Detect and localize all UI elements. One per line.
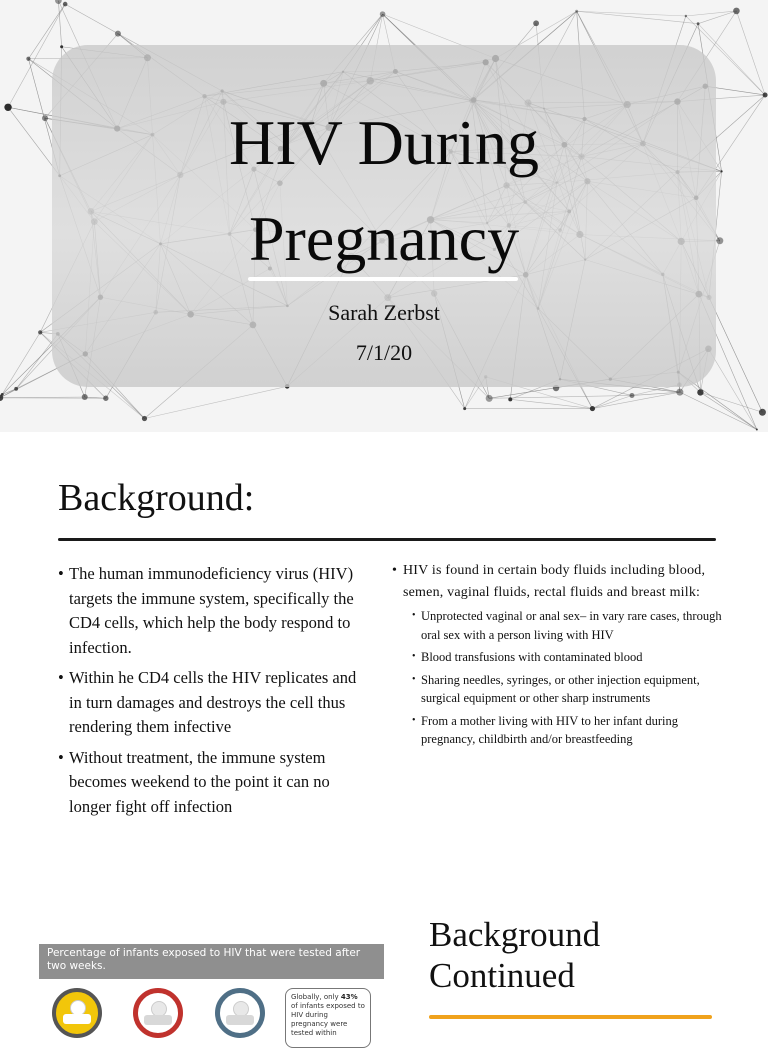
presentation-title	[52, 95, 716, 287]
infant-icon	[215, 988, 265, 1038]
network-line	[709, 297, 762, 412]
heading-divider	[58, 538, 716, 541]
network-line	[577, 11, 698, 23]
network-node	[38, 330, 42, 334]
network-line	[28, 4, 65, 59]
bullet-item	[58, 666, 368, 740]
left-bullet-column	[58, 562, 368, 825]
network-node	[380, 11, 386, 17]
sub-bullet-list	[392, 607, 722, 749]
person-body-icon	[63, 1014, 91, 1024]
network-node	[763, 93, 768, 98]
network-node	[55, 0, 62, 4]
sub-bullet-text: Sharing needles, syringes, or other injection equipment, surgical equipment or other sharp instruments	[421, 673, 700, 706]
network-node	[26, 57, 30, 61]
right-bullet-column	[392, 560, 722, 753]
sub-bullet-text: Unprotected vaginal or anal sex– in vary rare cases, through oral sex with a person living with HIV	[421, 609, 722, 642]
title-divider	[248, 277, 518, 281]
bullet-glyph: •	[392, 560, 397, 582]
network-line	[144, 386, 287, 418]
infant-icon	[52, 988, 102, 1038]
network-node	[142, 416, 147, 421]
network-line	[0, 397, 85, 398]
sub-bullet-text: Blood transfusions with contaminated blood	[421, 650, 643, 664]
network-node	[733, 8, 740, 15]
heading-accent-rule	[429, 1015, 712, 1019]
network-node	[82, 394, 88, 400]
network-node	[115, 31, 121, 37]
network-node	[1, 393, 4, 396]
network-node	[697, 389, 703, 395]
sub-bullet-text: From a mother living with HIV to her infant during pregnancy, childbirth and/or breastfeeding	[421, 714, 678, 747]
infographic-header: Percentage of infants exposed to HIV that were tested after two weeks.	[39, 944, 384, 979]
title-line-2: Pregnancy	[52, 191, 716, 287]
note-percentage: 43%	[341, 993, 358, 1001]
title-card	[52, 45, 716, 387]
network-node	[756, 428, 758, 430]
network-node	[42, 115, 48, 121]
background-continued-slide	[0, 864, 768, 1024]
infant-testing-infographic	[39, 944, 384, 1024]
sub-bullet-item	[412, 671, 722, 708]
network-node	[629, 393, 634, 398]
network-node	[716, 237, 723, 244]
infographic-note	[285, 988, 371, 1048]
network-node	[685, 15, 687, 17]
network-node	[14, 387, 18, 391]
network-node	[463, 407, 466, 410]
network-line	[577, 11, 686, 16]
bullet-glyph: •	[412, 712, 416, 731]
network-line	[700, 392, 756, 429]
network-line	[2, 389, 16, 395]
network-line	[65, 4, 118, 34]
heading-line-2: Continued	[429, 955, 729, 996]
sub-bullet-item	[412, 648, 722, 667]
network-node	[4, 104, 11, 111]
author-name: Sarah Zerbst	[52, 300, 716, 326]
sub-bullet-item	[412, 607, 722, 644]
presentation-date: 7/1/20	[52, 340, 716, 366]
bullet-text: Without treatment, the immune system becomes weekend to the point it can no longer fight off infection	[69, 748, 330, 816]
bullet-glyph: •	[412, 671, 416, 690]
title-line-1: HIV During	[52, 95, 716, 191]
sub-bullet-item	[412, 712, 722, 749]
bullet-glyph: •	[412, 648, 416, 667]
background-heading: Background:	[58, 476, 254, 520]
network-node	[759, 409, 766, 416]
bullet-item	[58, 746, 368, 820]
bullet-item	[392, 560, 722, 603]
network-node	[676, 389, 683, 396]
bullet-text: Within he CD4 cells the HIV replicates and in turn damages and destroys the cell thus rendering them infective	[69, 668, 356, 736]
bullet-item	[58, 562, 368, 660]
network-node	[720, 170, 722, 172]
bullet-text: HIV is found in certain body fluids including blood, semen, vaginal fluids, rectal fluids and breast milk:	[403, 563, 705, 600]
person-body-icon	[226, 1015, 254, 1025]
network-node	[486, 395, 493, 402]
network-node	[697, 22, 700, 25]
bullet-glyph: •	[58, 746, 64, 771]
network-line	[510, 399, 592, 408]
network-line	[736, 11, 765, 95]
network-node	[508, 397, 512, 401]
bullet-text: The human immunodeficiency virus (HIV) targets the immune system, specifically the CD4 cells, which help the body respond to infection.	[69, 564, 354, 657]
note-prefix: Globally, only	[291, 993, 341, 1001]
infant-icon	[133, 988, 183, 1038]
heading-line-1: Background	[429, 914, 729, 955]
network-node	[575, 10, 578, 13]
background-continued-heading	[429, 914, 729, 996]
network-node	[590, 406, 595, 411]
bullet-glyph: •	[412, 607, 416, 626]
network-line	[58, 1, 61, 47]
network-node	[103, 396, 108, 401]
note-suffix: of infants exposed to HIV during pregnancy were tested within	[291, 1002, 365, 1037]
network-node	[60, 45, 63, 48]
bullet-glyph: •	[58, 666, 64, 691]
network-node	[533, 20, 539, 26]
person-body-icon	[144, 1015, 172, 1025]
title-slide	[0, 0, 768, 432]
bullet-glyph: •	[58, 562, 64, 587]
background-slide	[0, 432, 768, 864]
network-node	[63, 2, 68, 7]
